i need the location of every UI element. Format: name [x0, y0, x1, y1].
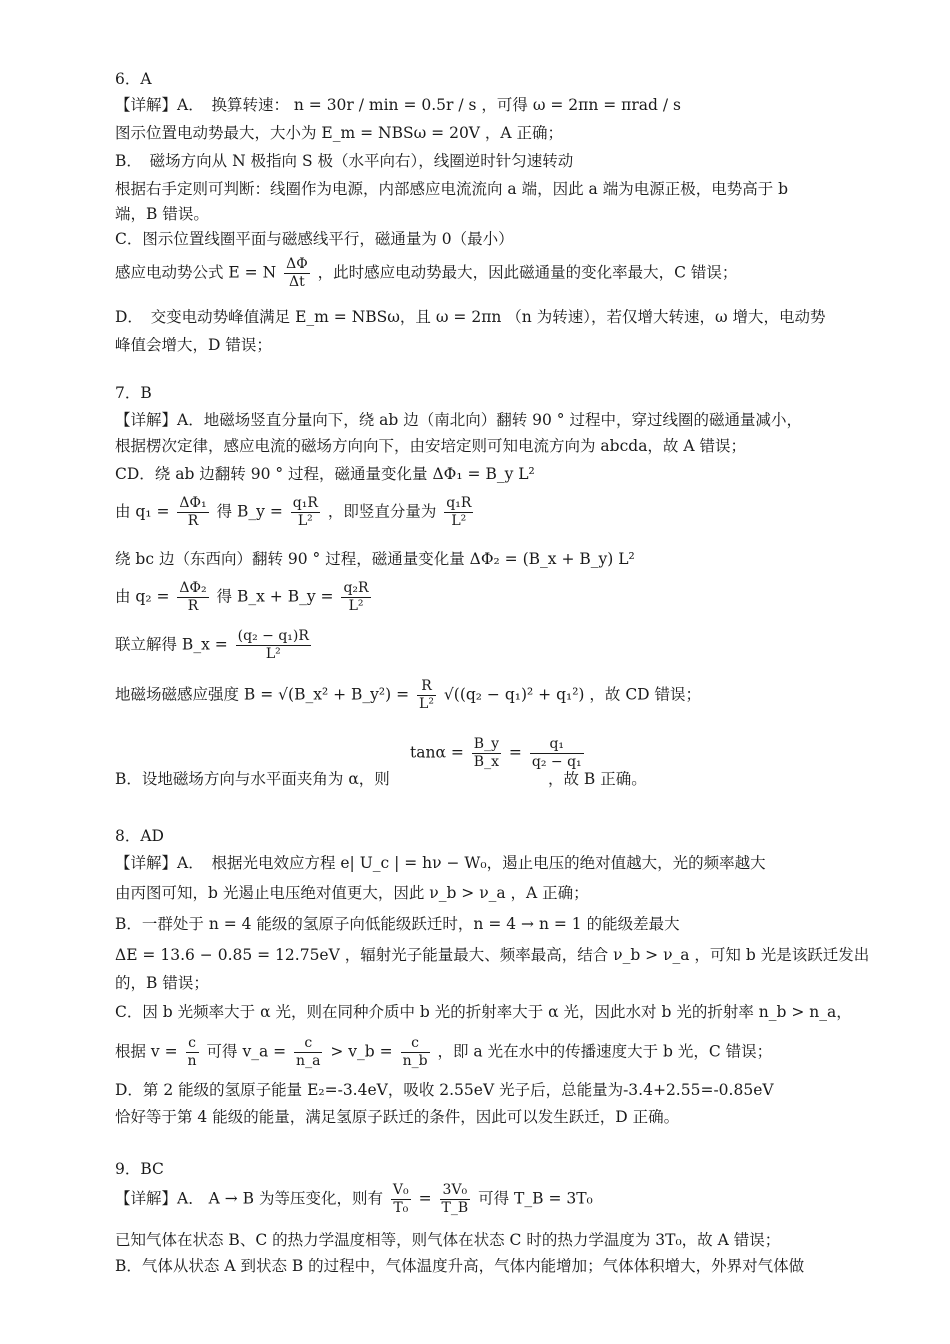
- q9-line-1-text-a: 【详解】A． A → B 为等压变化，则有: [115, 1189, 383, 1208]
- q9-line-1: [115, 1182, 593, 1217]
- fraction: [401, 1035, 430, 1070]
- fraction-numerator: q₁R: [292, 495, 318, 511]
- q9-heading: 9．BC: [115, 1160, 164, 1178]
- fraction: [236, 628, 311, 663]
- q6-line-2: 图示位置电动势最大，大小为 E_m = NBSω = 20V ，A 正确；: [115, 124, 564, 142]
- fraction-numerator: (q₂ − q₁)R: [237, 628, 309, 644]
- fraction-numerator: 3V₀: [440, 1182, 471, 1200]
- q6-line-5: 端，B 错误。: [115, 205, 209, 223]
- q6-line-9: 峰值会增大，D 错误；: [115, 336, 272, 354]
- q8-line-7-text-a: 根据 v =: [115, 1042, 178, 1061]
- fraction-denominator: L²: [297, 512, 313, 529]
- fraction-denominator: L²: [451, 512, 467, 529]
- fraction: [294, 1035, 322, 1070]
- fraction-numerator: ΔΦ: [286, 256, 308, 272]
- q6-line-7: [115, 256, 737, 291]
- fraction: [444, 495, 473, 530]
- q7-line-4-text-c: ，即竖直分量为: [327, 502, 437, 521]
- fraction-denominator: n_a: [296, 1052, 321, 1069]
- fraction-numerator: c: [401, 1035, 430, 1053]
- q8-line-3: B．一群处于 n = 4 能级的氢原子向低能级跃迁时，n = 4 → n = 1 的能级差最大: [115, 915, 680, 933]
- fraction-numerator: c: [186, 1035, 199, 1053]
- q6-line-7-text-a: 感应电动势公式 E = N: [115, 263, 277, 282]
- fraction-denominator: n: [187, 1052, 197, 1069]
- q9-line-2: 已知气体在状态 B、C 的热力学温度相等，则气体在状态 C 时的热力学温度为 3T₀，故 A 错误；: [115, 1231, 781, 1249]
- fraction-denominator: R: [187, 512, 199, 529]
- q7-line-6: [115, 580, 374, 615]
- fraction-denominator: R: [187, 597, 199, 614]
- q6-heading: 6．A: [115, 70, 152, 88]
- q7-line-4-text-b: 得 B_y =: [216, 502, 283, 521]
- tan-label: tanα =: [410, 743, 464, 762]
- q9-line-1-text-b: 可得 T_B = 3T₀: [478, 1189, 593, 1208]
- q8-line-6: C．因 b 光频率大于 α 光，则在同种介质中 b 光的折射率大于 α 光，因此水对 b 光的折射率 n_b > n_a，: [115, 1003, 852, 1021]
- q7-line-8-text-a: 地磁场磁感应强度 B = √(B_x² + B_y²) =: [115, 685, 410, 704]
- equals-sign: =: [418, 1189, 432, 1208]
- q8-line-9: 恰好等于第 4 能级的能量，满足氢原子跃迁的条件，因此可以发生跃迁，D 正确。: [115, 1108, 680, 1126]
- fraction-numerator: ΔΦ₂: [179, 580, 207, 596]
- q7-line-1: 【详解】A．地磁场竖直分量向下，绕 ab 边（南北向）翻转 90 ° 过程中，穿过线圈的磁通量减小，: [115, 411, 802, 429]
- q8-line-5: 的，B 错误；: [115, 974, 209, 992]
- q6-line-8: D． 交变电动势峰值满足 E_m = NBSω，且 ω = 2πn （n 为转速），若仅增大转速，ω 增大，电动势: [115, 308, 826, 326]
- q7-line-5: 绕 bc 边（东西向）翻转 90 ° 过程，磁通量变化量 ΔΦ₂ = (B_x + B_y) L²: [115, 550, 635, 568]
- fraction-numerator: q₂R: [343, 580, 369, 596]
- fraction-numerator: q₁: [530, 736, 584, 754]
- q8-line-8: D．第 2 能级的氢原子能量 E₂=-3.4eV，吸收 2.55eV 光子后，总能量为-3.4+2.55=-0.85eV: [115, 1081, 774, 1099]
- q7-line-9-text: B．设地磁场方向与水平面夹角为 α，则: [115, 770, 390, 788]
- fraction: [284, 256, 310, 291]
- fraction-numerator: c: [294, 1035, 322, 1053]
- q8-line-7: [115, 1035, 772, 1070]
- q7-line-9-end: ，故 B 正确。: [548, 770, 647, 788]
- q8-line-7-text-d: ，即 a 光在水中的传播速度大于 b 光，C 错误；: [437, 1042, 773, 1061]
- fraction-denominator: q₂ − q₁: [531, 753, 582, 770]
- q7-heading: 7．B: [115, 384, 152, 402]
- fraction-denominator: T_B: [441, 1199, 469, 1216]
- fraction: [391, 1182, 411, 1217]
- fraction: [440, 1182, 471, 1217]
- fraction: [186, 1035, 199, 1070]
- q6-line-1: 【详解】A． 换算转速： n = 30r / min = 0.5r / s ，可得 ω = 2πn = πrad / s: [115, 96, 681, 114]
- fraction-numerator: R: [417, 678, 436, 696]
- fraction-numerator: q₁R: [446, 495, 472, 511]
- fraction-denominator: Δt: [289, 273, 305, 290]
- equals-sign: =: [508, 743, 522, 762]
- q7-line-7-text-a: 联立解得 B_x =: [115, 635, 228, 654]
- q8-line-4: ΔE = 13.6 − 0.85 = 12.75eV ，辐射光子能量最大、频率最高，结合 ν_b > ν_a ，可知 b 光是该跃迁发出: [115, 946, 870, 964]
- q7-line-6-text-b: 得 B_x + B_y =: [216, 587, 334, 606]
- q7-line-8: [115, 678, 701, 713]
- q8-line-1: 【详解】A． 根据光电效应方程 e| U_c | = hν − W₀，遏止电压的绝对值越大，光的频率越大: [115, 854, 766, 872]
- q7-tan-formula: [410, 736, 587, 771]
- fraction-denominator: B_x: [473, 753, 499, 770]
- fraction: [177, 495, 208, 530]
- q6-line-3: B． 磁场方向从 N 极指向 S 极（水平向右），线圈逆时针匀速转动: [115, 152, 574, 170]
- q7-line-6-text-a: 由 q₂ =: [115, 587, 170, 606]
- fraction-denominator: n_b: [402, 1052, 428, 1069]
- fraction-numerator: ΔΦ₁: [179, 495, 207, 511]
- q7-line-2: 根据楞次定律，感应电流的磁场方向向下，由安培定则可知电流方向为 abcda，故 A 错误；: [115, 437, 746, 455]
- q8-line-7-text-c: > v_b =: [330, 1042, 393, 1061]
- fraction-denominator: L²: [348, 597, 364, 614]
- q6-line-6: C．图示位置线圈平面与磁感线平行，磁通量为 0（最小）: [115, 230, 514, 248]
- fraction: [472, 736, 501, 771]
- q9-line-3: B．气体从状态 A 到状态 B 的过程中，气体温度升高，气体内能增加；气体体积增大，外界对气体做: [115, 1257, 805, 1275]
- q7-line-3: CD．绕 ab 边翻转 90 ° 过程，磁通量变化量 ΔΦ₁ = B_y L²: [115, 465, 535, 483]
- fraction-numerator: B_y: [473, 736, 499, 752]
- q6-line-4: 根据右手定则可判断：线圈作为电源，内部感应电流流向 a 端，因此 a 端为电源正极，电势高于 b: [115, 180, 789, 198]
- fraction: [177, 580, 208, 615]
- q7-line-7: [115, 628, 314, 663]
- fraction: [341, 580, 370, 615]
- q7-line-8-text-b: √((q₂ − q₁)² + q₁²) ，故 CD 错误；: [443, 685, 702, 704]
- fraction: [291, 495, 320, 530]
- fraction: [530, 736, 584, 771]
- q7-line-4-text-a: 由 q₁ =: [115, 502, 170, 521]
- q6-line-7-text-b: ，此时感应电动势最大，因此磁通量的变化率最大，C 错误；: [317, 263, 738, 282]
- fraction: [417, 678, 436, 713]
- fraction-numerator: V₀: [392, 1182, 409, 1198]
- q8-line-7-text-b: 可得 v_a =: [206, 1042, 287, 1061]
- q8-heading: 8．AD: [115, 827, 164, 845]
- q8-line-2: 由丙图可知，b 光遏止电压绝对值更大，因此 ν_b > ν_a ，A 正确；: [115, 884, 589, 902]
- fraction-denominator: L²: [419, 695, 434, 712]
- q7-line-4: [115, 495, 476, 530]
- fraction-denominator: L²: [265, 645, 281, 662]
- fraction-denominator: T₀: [393, 1199, 409, 1216]
- q7-line-9: [115, 770, 390, 789]
